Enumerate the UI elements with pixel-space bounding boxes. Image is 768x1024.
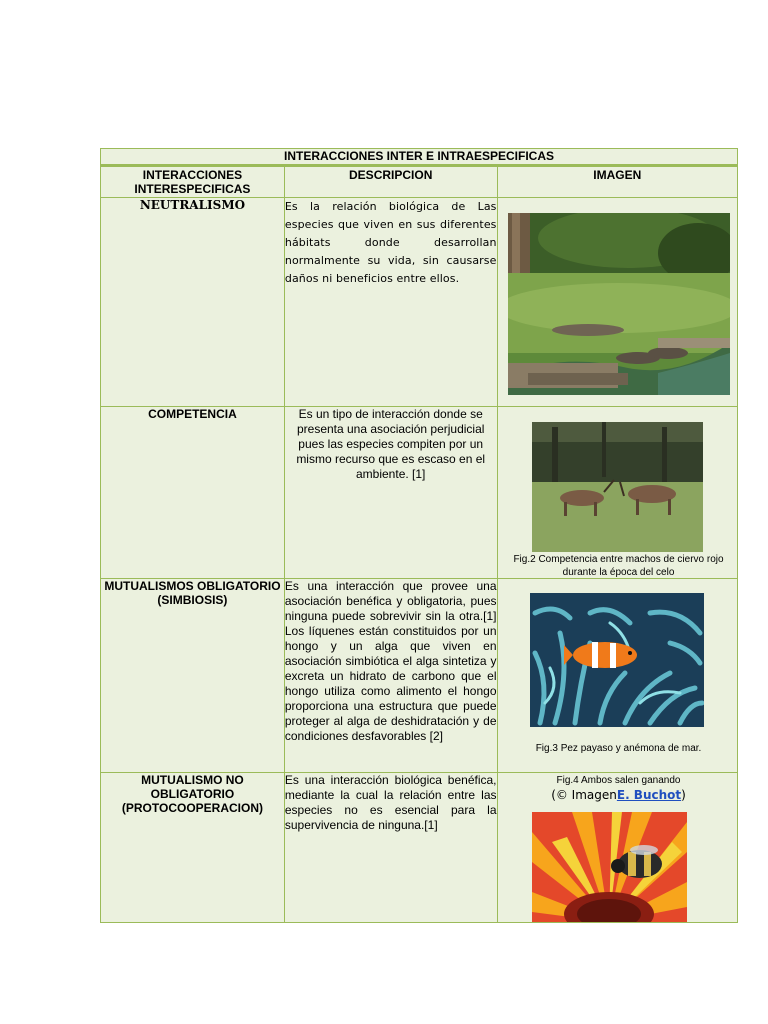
image-credit	[508, 788, 730, 803]
image-cell	[497, 198, 737, 407]
interaction-name: COMPETENCIA	[101, 407, 285, 579]
interactions-table	[100, 148, 738, 923]
clownfish-anemone-photo-icon	[530, 593, 704, 727]
table-row	[101, 407, 738, 579]
interaction-name: MUTUALISMO NO OBLIGATORIO (PROTOCOOPERACION)	[101, 773, 285, 923]
header-description: DESCRIPCION	[284, 166, 497, 198]
image-cell	[497, 579, 737, 773]
header-interactions: INTERACCIONES INTERESPECIFICAS	[101, 166, 285, 198]
interaction-name: MUTUALISMOS OBLIGATORIO (SIMBIOSIS)	[101, 579, 285, 773]
credit-link[interactable]: E. Buchot	[616, 788, 682, 802]
table-header-row	[101, 166, 738, 198]
interaction-description: Es la relación biológica de Las especies que viven en sus diferentes hábitats donde desarrollan normalmente su vida, sin causarse daños ni beneficios entre ellos.	[284, 198, 497, 407]
table-row	[101, 579, 738, 773]
credit-prefix: (© Imagen	[551, 788, 617, 802]
credit-suffix: )	[681, 788, 686, 802]
interaction-name: NEUTRALISMO	[101, 198, 285, 407]
interaction-description: Es una interacción biológica benéfica, mediante la cual la relación entre las especies no es esencial para la supervivencia de ninguna.[1]	[284, 773, 497, 923]
interaction-description: Es un tipo de interacción donde se presenta una asociación perjudicial pues las especies compiten por un mismo recurso que es escaso en el ambiente. [1]	[284, 407, 497, 579]
bee-on-flower-photo-icon	[532, 812, 687, 922]
figure-caption: Fig.4 Ambos salen ganando	[556, 775, 681, 786]
table-title: INTERACCIONES INTER E INTRAESPECIFICAS	[101, 149, 738, 166]
image-cell	[497, 407, 737, 579]
table-row	[101, 773, 738, 923]
table-row	[101, 198, 738, 407]
figure-caption: Fig.2 Competencia entre machos de ciervo rojo durante la época del celo	[513, 554, 724, 578]
image-cell	[497, 773, 737, 923]
figure-caption: Fig.3 Pez payaso y anémona de mar.	[535, 743, 702, 754]
red-deer-fighting-photo-icon	[532, 422, 703, 552]
header-image: IMAGEN	[497, 166, 737, 198]
interaction-description: Es una interacción que provee una asociación benéfica y obligatoria, pues ninguna puede sobrevivir sin la otra.[1] Los líquenes están constituidos por un hongo y un alga que viven en asociación simbiótica el alga sintetiza y excreta un hidrato de carbono que el hongo utiliza como alimento el hongo proporciona una estructura que puede proteger al alga de deshidratación y de condiciones desfavorables [2]	[284, 579, 497, 773]
turtles-by-pond-photo-icon	[508, 213, 730, 395]
table-title-row	[101, 149, 738, 166]
